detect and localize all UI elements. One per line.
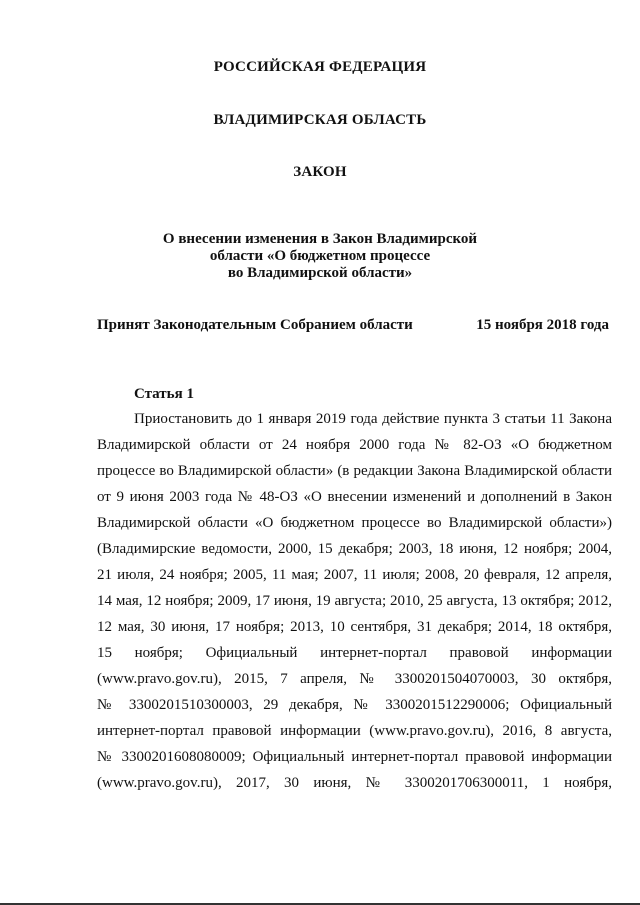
doc-type-heading: ЗАКОН [293, 164, 347, 180]
article-text-line: № 3300201510300003, 29 декабря, № 3300201512290006; Официальный [97, 697, 612, 713]
article-text-line: (Владимирские ведомости, 2000, 15 декабря; 2003, 18 июня, 12 ноября; 2004, [97, 541, 612, 557]
adoption-line [97, 317, 609, 334]
region-heading: ВЛАДИМИРСКАЯ ОБЛАСТЬ [213, 112, 427, 128]
article-heading: Статья 1 [134, 386, 194, 402]
article-text-line: 21 июля, 24 ноября; 2005, 11 мая; 2007, 11 июля; 2008, 20 февраля, 12 апреля, [97, 567, 612, 583]
adoption-date: 15 ноября 2018 года [476, 317, 609, 333]
article-text-line: 12 мая, 30 июня, 17 ноября; 2013, 10 сентября, 31 декабря; 2014, 18 октября, [97, 619, 612, 635]
article-text-line: интернет-портал правовой информации (www.pravo.gov.ru), 2016, 8 августа, [97, 723, 612, 739]
adoption-body: Принят Законодательным Собранием области [97, 317, 413, 333]
article-text-line: Приостановить до 1 января 2019 года действие пункта 3 статьи 11 Закона [134, 411, 612, 427]
law-title-line: О внесении изменения в Закон Владимирской [162, 231, 478, 247]
article-text-line: Владимирской области от 24 ноября 2000 года № 82-ОЗ «О бюджетном [97, 437, 612, 453]
article-text-line: 15 ноября; Официальный интернет-портал правовой информации [97, 645, 612, 661]
article-text-line: от 9 июня 2003 года № 48-ОЗ «О внесении изменений и дополнений в Закон [97, 489, 612, 505]
article-text-line: Владимирской области «О бюджетном процессе во Владимирской области») [97, 515, 612, 531]
article-text-line: (www.pravo.gov.ru), 2017, 30 июня, № 3300201706300011, 1 ноября, [97, 775, 612, 791]
law-title-line: во Владимирской области» [227, 265, 413, 281]
article-text-line: (www.pravo.gov.ru), 2015, 7 апреля, № 3300201504070003, 30 октября, [97, 671, 612, 687]
law-title-line: области «О бюджетном процессе [209, 248, 431, 264]
federation-heading: РОССИЙСКАЯ ФЕДЕРАЦИЯ [213, 59, 427, 75]
article-text-line: № 3300201608080009; Официальный интернет-портал правовой информации [97, 749, 612, 765]
article-text-line: процессе во Владимирской области» (в редакции Закона Владимирской области [97, 463, 612, 479]
article-text-line: 14 мая, 12 ноября; 2009, 17 июня, 19 августа; 2010, 25 августа, 13 октября; 2012, [97, 593, 612, 609]
